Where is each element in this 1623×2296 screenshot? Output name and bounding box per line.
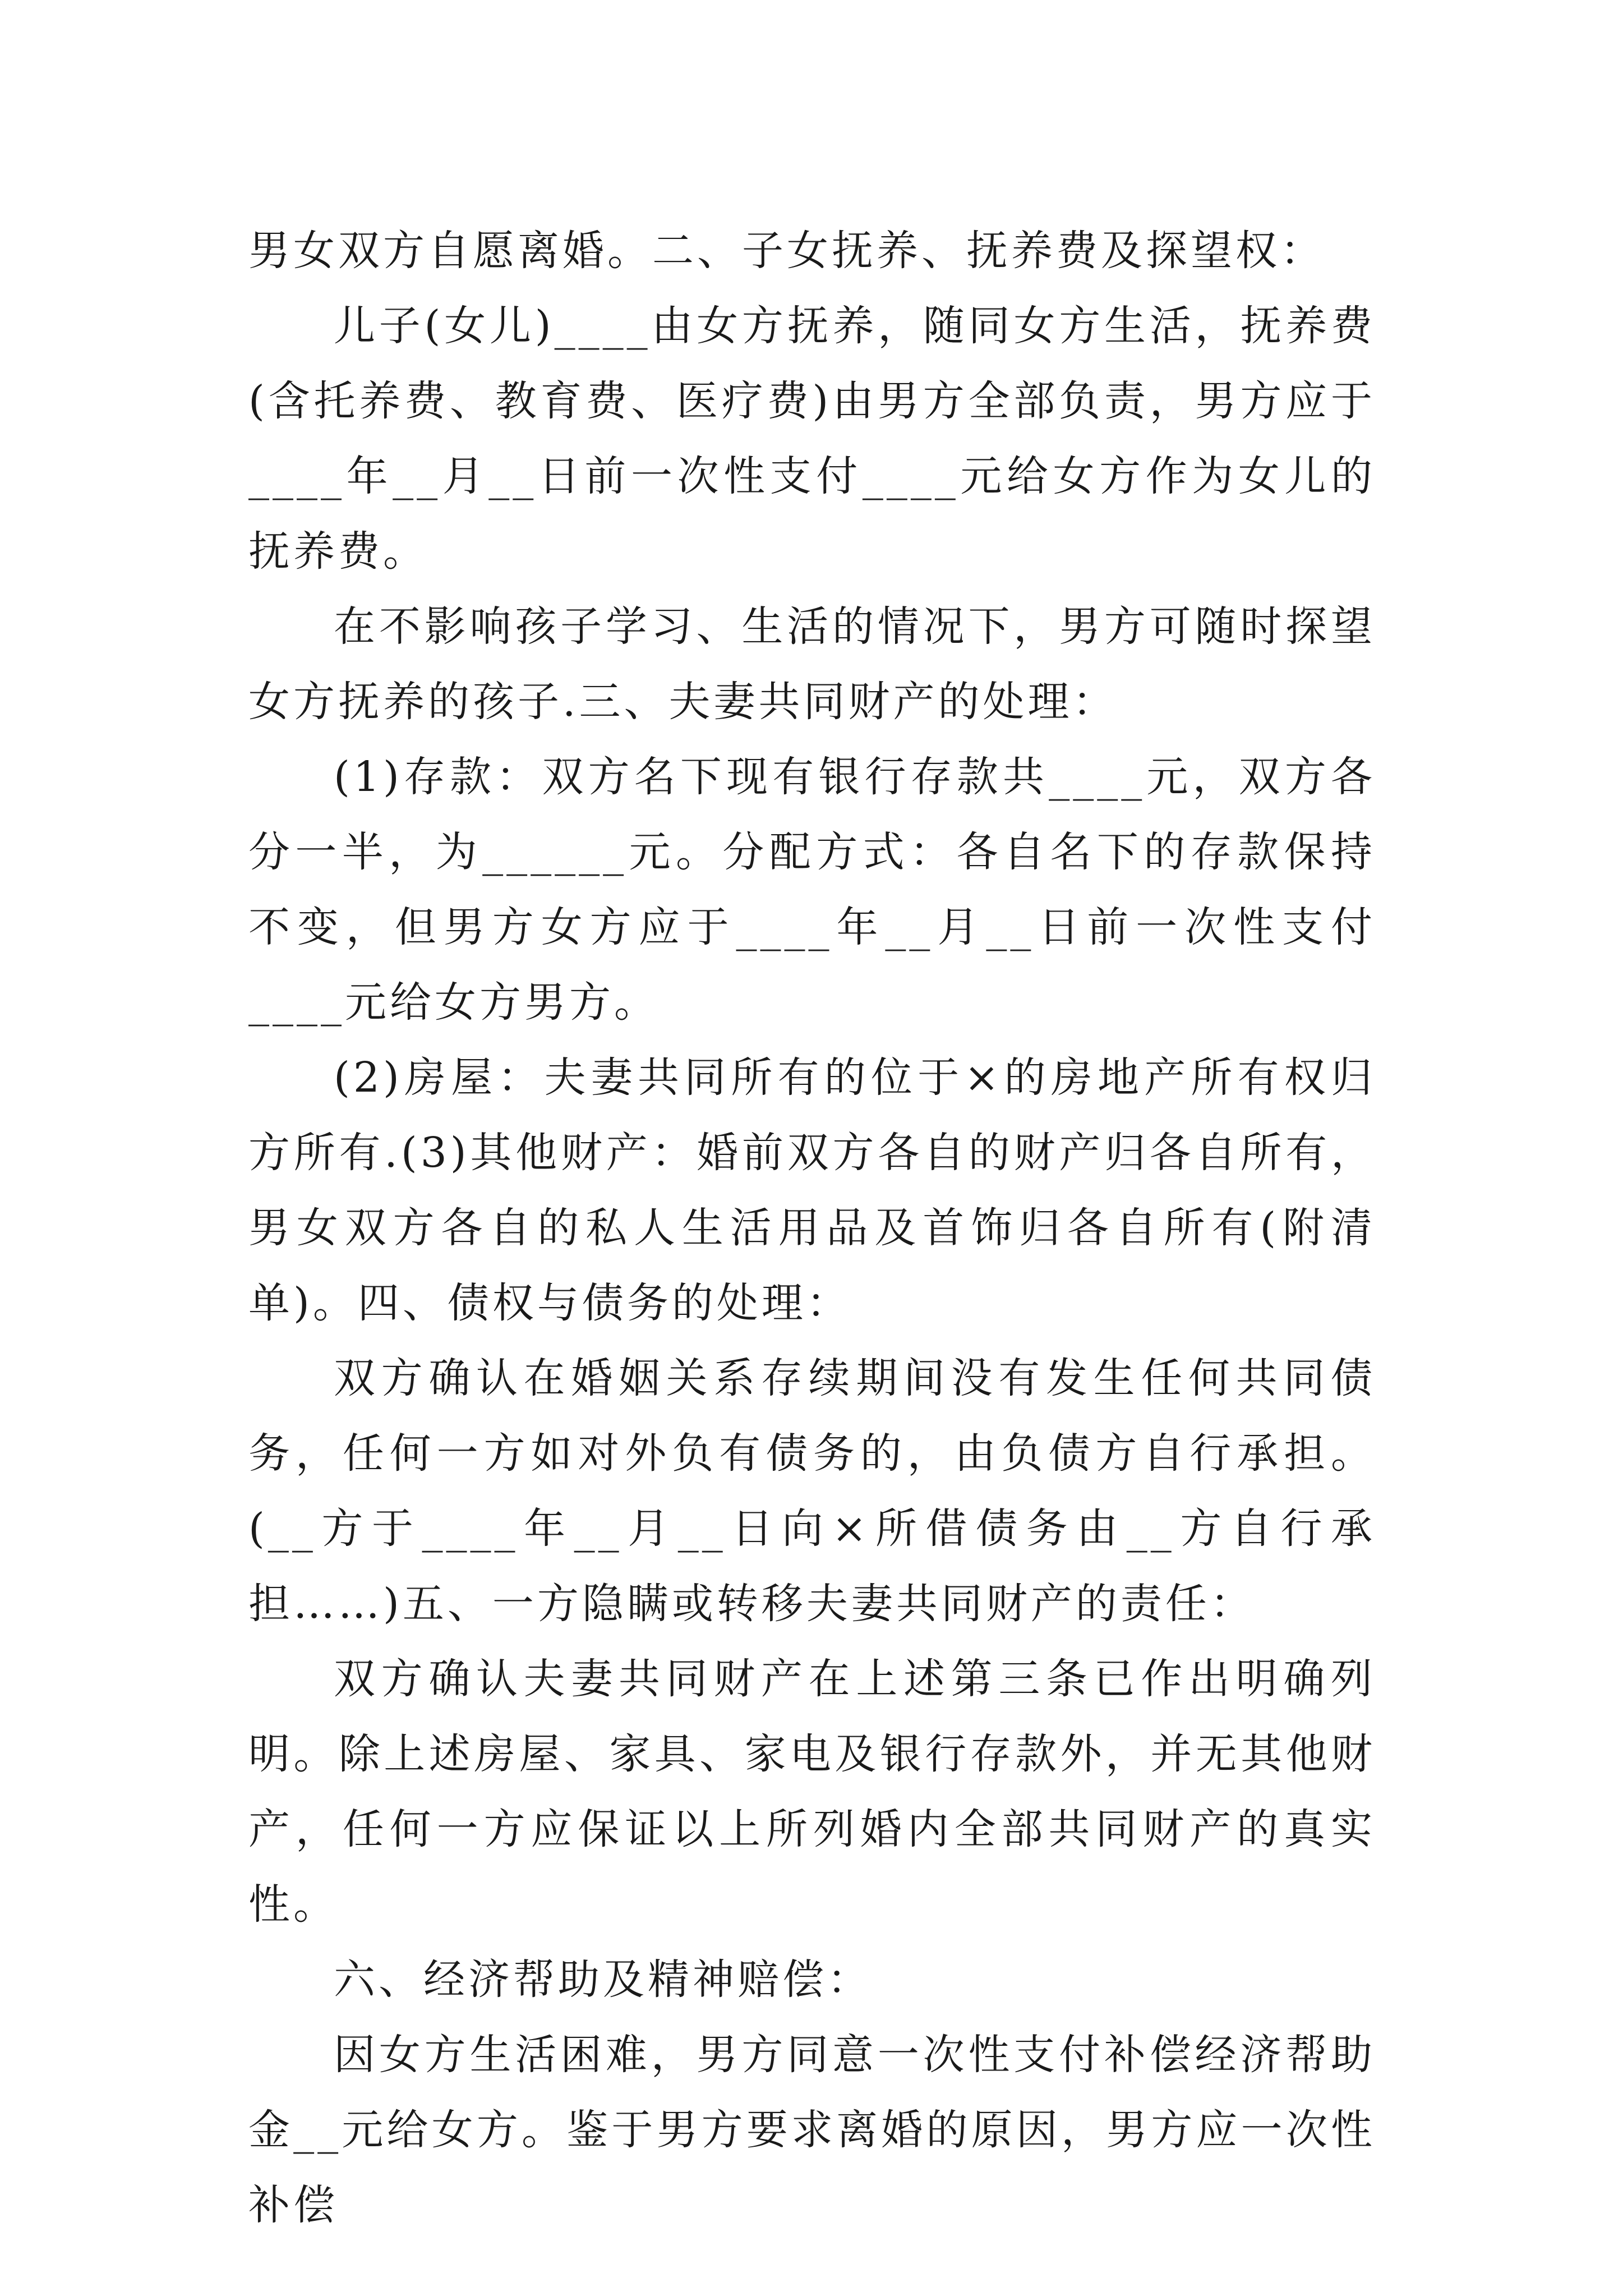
- section-heading-compensation: 六、经济帮助及精神赔偿：: [334, 1955, 872, 2004]
- paragraph-child-custody: 儿子(女儿)____由女方抚养，随同女方生活，抚养费(含托养费、教育费、医疗费)由男方全部负责，男方应于____年__月__日前一次性支付____元给女方作为女儿的抚养费。: [248, 302, 1376, 576]
- paragraph-deposits: (1)存款：双方名下现有银行存款共____元，双方各分一半，为______元。分配方式：各自名下的存款保持不变，但男方女方应于____年__月__日前一次性支付____元给女方男方。: [248, 753, 1376, 1027]
- paragraph-divorce-agreement: 男女双方自愿离婚。二、子女抚养、抚养费及探望权：: [248, 227, 1325, 275]
- paragraph-housing-property: (2)房屋：夫妻共同所有的位于×的房地产所有权归 方所有.(3)其他财产：婚前双方各自的财产归各自所有，男女双方各自的私人生活用品及首饰归各自所有(附清单)。四、债权与债务的处理：: [248, 1053, 1376, 1327]
- paragraph-asset-confirmation: 双方确认夫妻共同财产在上述第三条已作出明确列明。除上述房屋、家具、家电及银行存款外，并无其他财产，任何一方应保证以上所列婚内全部共同财产的真实性。: [248, 1655, 1376, 1929]
- document-body: [248, 213, 1376, 2243]
- paragraph-visitation: 在不影响孩子学习、生活的情况下，男方可随时探望女方抚养的孩子.三、夫妻共同财产的处理：: [248, 602, 1376, 726]
- paragraph-debts: 双方确认在婚姻关系存续期间没有发生任何共同债务，任何一方如对外负有债务的，由负债方自行承担。(__方于____年__月__日向×所借债务由__方自行承担……)五、一方隐瞒或转移夫妻共同财产的责任：: [248, 1354, 1376, 1628]
- paragraph-economic-aid: 因女方生活困难，男方同意一次性支付补偿经济帮助金__元给女方。鉴于男方要求离婚的原因，男方应一次性补偿: [248, 2031, 1376, 2229]
